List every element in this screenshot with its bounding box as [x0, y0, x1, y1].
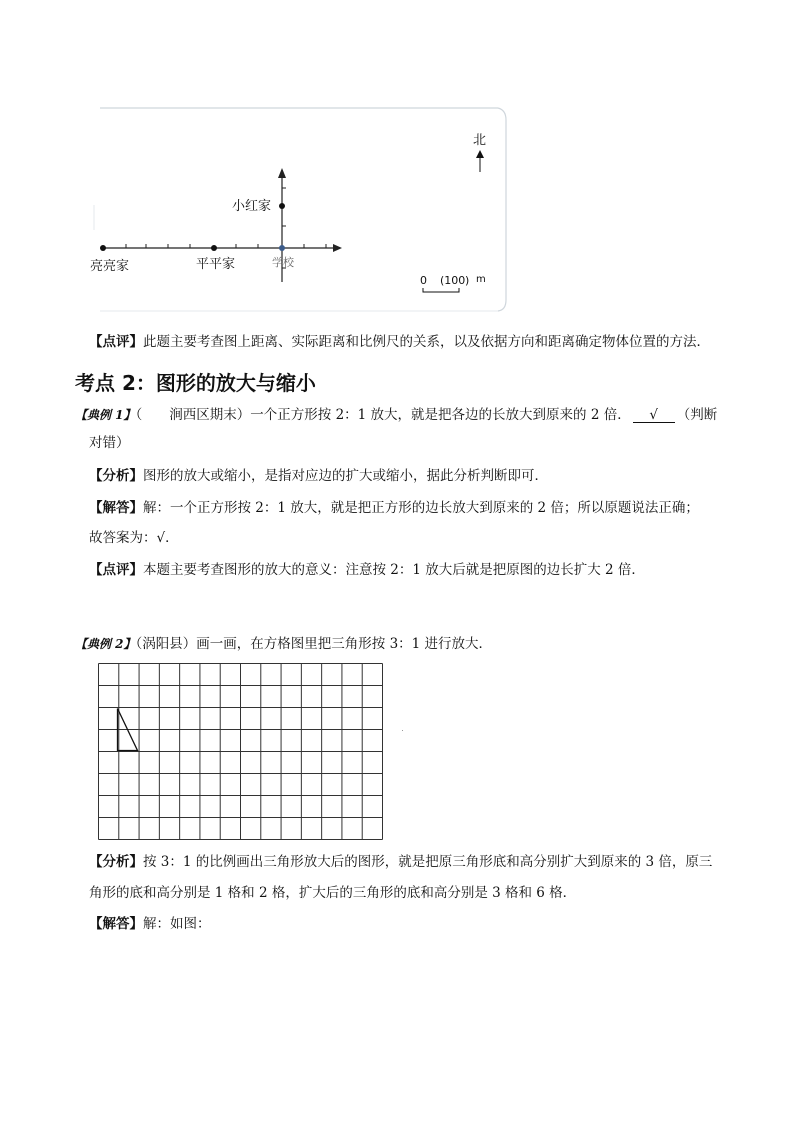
xiaohong-home-dot: [279, 203, 285, 209]
example-1-answer-text: 解：一个正方形按 2：1 放大，就是把正方形的边长放大到原来的 2 倍；所以原题说法正确；: [143, 500, 699, 516]
scale-bar: [423, 288, 459, 292]
school-dot: [279, 245, 285, 251]
example-2-answer-tag: 【解答】: [89, 916, 143, 932]
example-1-answer-line2: 故答案为：√．: [89, 530, 179, 546]
grid-svg: [97, 662, 385, 842]
liangliang-home-label: 亮亮家: [90, 259, 130, 274]
example-1-comment: [89, 560, 645, 580]
example-1-comment-text: 本题主要考查图形的放大的意义：注意按 2：1 放大后就是把原图的边长扩大 2 倍．: [143, 562, 645, 578]
north-arrow-icon: [476, 150, 484, 158]
east-arrow-icon: [333, 244, 342, 252]
example-1-tag: 【典例 1】: [75, 408, 136, 422]
grid-lines: [99, 664, 383, 840]
pingping-home-dot: [211, 245, 217, 251]
school-label: 学校: [272, 256, 294, 269]
pingping-home-label: 平平家: [196, 257, 236, 272]
map-diagram: [86, 100, 516, 315]
comment-1-text: 此题主要考查图上距离、实际距离和比例尺的关系，以及依据方向和距离确定物体位置的方法．: [143, 334, 710, 350]
map-figure: [86, 100, 516, 315]
liangliang-home-dot: [100, 245, 106, 251]
stray-dot: [402, 730, 403, 731]
example-1-answer-tag: 【解答】: [89, 500, 143, 516]
example-1-analysis-tag: 【分析】: [89, 468, 143, 484]
example-1-question: [75, 405, 717, 425]
north-axis-arrow-icon: [278, 168, 286, 178]
comment-1-tag: 【点评】: [89, 334, 143, 350]
example-1-answer-blank: √: [633, 408, 675, 423]
example-2-analysis-line2: 角形的底和高分别是 1 格和 2 格，扩大后的三角形的底和高分别是 3 格和 6 格．: [89, 885, 577, 901]
example-2-question: [75, 634, 492, 654]
comment-1: [89, 332, 710, 352]
example-1-comment-tag: 【点评】: [89, 562, 143, 578]
example-2-analysis-text: 按 3：1 的比例画出三角形放大后的图形，就是把原三角形底和高分别扩大到原来的 3 倍，原三: [143, 854, 713, 870]
example-2-analysis-tag: 【分析】: [89, 854, 143, 870]
scale-zero-label: 0: [420, 274, 427, 287]
example-2-answer-text: 解：如图：: [143, 916, 211, 932]
scale-value-label: (100: [440, 274, 466, 287]
example-1-source: （ 涧西区期末）: [135, 407, 251, 423]
example-1-suffix: （判断: [676, 407, 718, 423]
example-1-suffix-line2: 对错）: [89, 435, 130, 451]
example-1-answer: [89, 498, 699, 518]
example-1-analysis-text: 图形的放大或缩小，是指对应边的扩大或缩小，据此分析判断即可．: [143, 468, 548, 484]
scale-close-label: ): [465, 274, 470, 287]
square-grid: [97, 662, 385, 842]
example-2-tag: 【典例 2】: [75, 637, 136, 651]
frame-right-line: [498, 108, 506, 311]
scale-unit-label: m: [476, 274, 486, 285]
example-1-question-text: 一个正方形按 2：1 放大，就是把各边的长放大到原来的 2 倍．: [250, 407, 631, 423]
example-1-analysis: [89, 466, 548, 486]
north-label: 北: [473, 133, 487, 148]
example-2-analysis: [89, 852, 712, 872]
example-2-answer: [89, 914, 211, 934]
xiaohong-home-label: 小红家: [232, 199, 272, 214]
example-2-question-text: （涡阳县）画一画，在方格图里把三角形按 3：1 进行放大．: [135, 636, 493, 652]
section-heading: 考点 2：图形的放大与缩小: [75, 371, 316, 395]
